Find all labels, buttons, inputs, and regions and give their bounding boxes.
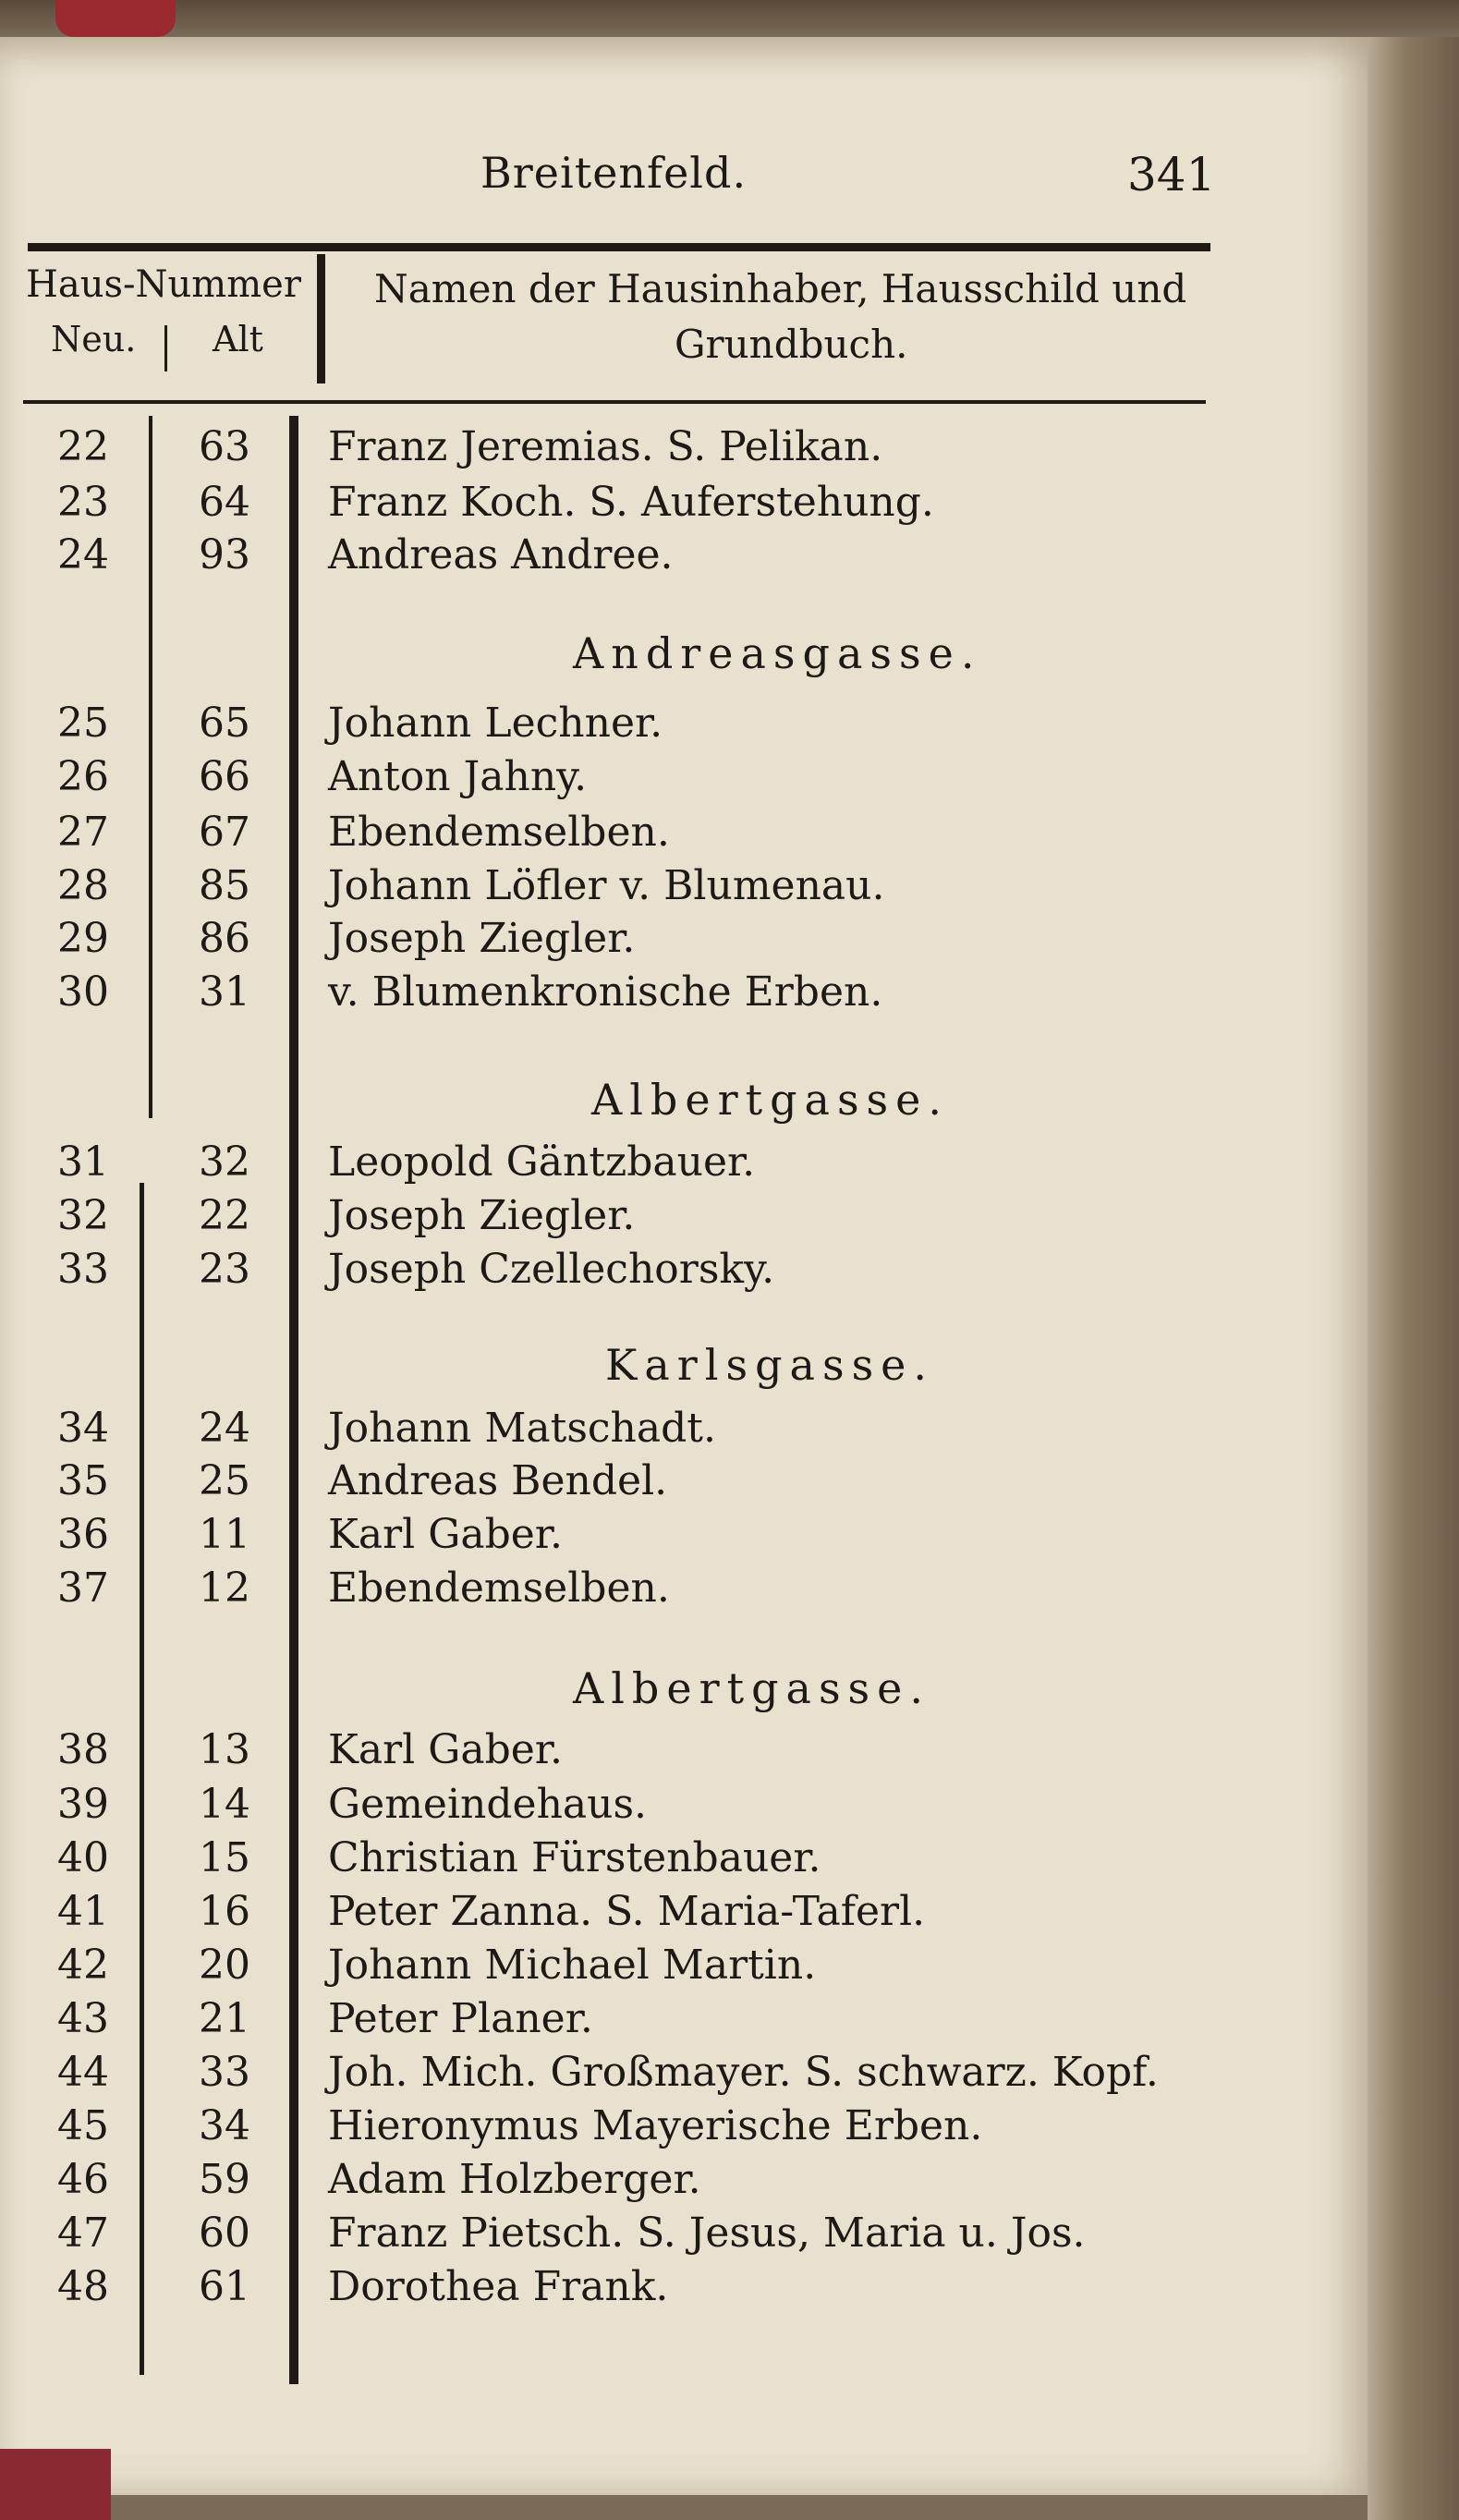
cell-neu: 44 (57, 2049, 109, 2096)
cell-name: Ebendemselben. (328, 1564, 670, 1612)
table-row (0, 423, 1294, 477)
cell-neu: 41 (57, 1888, 109, 1935)
cell-name: Christian Fürstenbauer. (328, 1834, 821, 1881)
cell-name: Andreas Andree. (328, 531, 674, 578)
cell-neu: 37 (57, 1564, 109, 1612)
cell-neu: 26 (57, 753, 109, 800)
cell-neu: 29 (57, 915, 109, 962)
cell-name: Peter Zanna. S. Maria-Taferl. (328, 1888, 926, 1935)
cell-alt: 86 (199, 915, 250, 962)
section-heading: Albertgasse. (591, 1075, 950, 1125)
cell-alt: 24 (199, 1405, 250, 1452)
cell-alt: 12 (199, 1564, 250, 1612)
column-header-names-line1: Namen der Hausinhaber, Hausschild und (374, 266, 1187, 311)
table-row (0, 1834, 1294, 1888)
cell-alt: 25 (199, 1457, 250, 1504)
table-row (0, 2263, 1294, 2317)
cell-neu: 31 (57, 1138, 109, 1186)
table-row (0, 1781, 1294, 1834)
cell-neu: 23 (57, 479, 109, 526)
cell-alt: 13 (199, 1726, 250, 1773)
cell-alt: 85 (199, 862, 250, 909)
table-row (0, 1246, 1294, 1299)
cell-alt: 20 (199, 1942, 250, 1989)
cell-name: Peter Planer. (328, 1995, 593, 2042)
section-heading: Karlsgasse. (605, 1340, 935, 1390)
cell-neu: 22 (57, 423, 109, 470)
column-header-house-number: Haus-Nummer (26, 263, 301, 306)
table-row (0, 1995, 1294, 2049)
cell-alt: 93 (199, 531, 250, 578)
red-cover-edge-bottom (0, 2449, 111, 2520)
section-heading: Albertgasse. (573, 1663, 931, 1713)
cell-name: Franz Jeremias. S. Pelikan. (328, 423, 883, 470)
cell-alt: 34 (199, 2102, 250, 2149)
cell-neu: 38 (57, 1726, 109, 1773)
cell-alt: 63 (199, 423, 250, 470)
cell-alt: 59 (199, 2156, 250, 2203)
cell-neu: 28 (57, 862, 109, 909)
cell-neu: 40 (57, 1834, 109, 1881)
cell-neu: 27 (57, 809, 109, 856)
cell-alt: 23 (199, 1246, 250, 1293)
cell-neu: 39 (57, 1781, 109, 1828)
cell-alt: 11 (199, 1511, 250, 1558)
cell-name: Joseph Ziegler. (328, 1192, 636, 1239)
page-title: Breitenfeld. (480, 148, 748, 198)
cell-alt: 32 (199, 1138, 250, 1186)
column-header-old: Alt (213, 319, 263, 359)
book-page-edges (1368, 37, 1459, 2520)
cell-alt: 16 (199, 1888, 250, 1935)
table-row (0, 862, 1294, 916)
table-row (0, 1726, 1294, 1780)
cell-name: Johann Löfler v. Blumenau. (328, 862, 885, 909)
table-row (0, 2049, 1294, 2102)
table-row (0, 1942, 1294, 1995)
cell-alt: 22 (199, 1192, 250, 1239)
cell-neu: 46 (57, 2156, 109, 2203)
table-row (0, 1511, 1294, 1564)
cell-name: Hieronymus Mayerische Erben. (328, 2102, 983, 2149)
cell-neu: 34 (57, 1405, 109, 1452)
table-row (0, 968, 1294, 1022)
cell-neu: 32 (57, 1192, 109, 1239)
cell-neu: 24 (57, 531, 109, 578)
cell-alt: 33 (199, 2049, 250, 2096)
cell-neu: 30 (57, 968, 109, 1016)
table-row (0, 809, 1294, 862)
cell-neu: 25 (57, 700, 109, 747)
cell-alt: 67 (199, 809, 250, 856)
column-header-separator (317, 254, 325, 383)
table-row (0, 1192, 1294, 1246)
cell-alt: 66 (199, 753, 250, 800)
cell-name: Johann Matschadt. (328, 1405, 716, 1452)
cell-neu: 42 (57, 1942, 109, 1989)
table-row (0, 915, 1294, 968)
table-row (0, 1457, 1294, 1511)
cell-alt: 14 (199, 1781, 250, 1828)
cell-name: Adam Holzberger. (328, 2156, 701, 2203)
column-header-new: Neu. (51, 319, 137, 359)
cell-name: Andreas Bendel. (328, 1457, 668, 1504)
cell-neu: 48 (57, 2263, 109, 2310)
cell-name: Leopold Gäntzbauer. (328, 1138, 756, 1186)
table-row (0, 753, 1294, 807)
cell-name: v. Blumenkronische Erben. (328, 968, 883, 1016)
table-row (0, 2210, 1294, 2263)
red-cover-edge (55, 0, 176, 37)
table-row (0, 1138, 1294, 1192)
table-row (0, 2156, 1294, 2210)
cell-name: Franz Koch. S. Auferstehung. (328, 479, 934, 526)
table-row (0, 1564, 1294, 1618)
cell-name: Karl Gaber. (328, 1726, 563, 1773)
cell-neu: 45 (57, 2102, 109, 2149)
cell-name: Joh. Mich. Großmayer. S. schwarz. Kopf. (328, 2049, 1159, 2096)
cell-name: Franz Pietsch. S. Jesus, Maria u. Jos. (328, 2210, 1086, 2257)
section-heading: Andreasgasse. (573, 628, 982, 678)
cell-alt: 31 (199, 968, 250, 1016)
header-rule-thick (28, 243, 1210, 251)
table-row (0, 2102, 1294, 2156)
cell-name: Joseph Ziegler. (328, 915, 636, 962)
column-header-names-line2: Grundbuch. (675, 322, 908, 367)
column-header-divider (164, 325, 167, 371)
cell-neu: 36 (57, 1511, 109, 1558)
cell-name: Johann Michael Martin. (328, 1942, 817, 1989)
cell-alt: 21 (199, 1995, 250, 2042)
cell-name: Gemeindehaus. (328, 1781, 648, 1828)
cell-neu: 35 (57, 1457, 109, 1504)
cell-name: Joseph Czellechorsky. (328, 1246, 775, 1293)
cell-alt: 60 (199, 2210, 250, 2257)
cell-name: Anton Jahny. (328, 753, 588, 800)
cell-alt: 15 (199, 1834, 250, 1881)
table-row (0, 1405, 1294, 1458)
cell-alt: 61 (199, 2263, 250, 2310)
cell-name: Karl Gaber. (328, 1511, 563, 1558)
cell-name: Ebendemselben. (328, 809, 670, 856)
cell-name: Dorothea Frank. (328, 2263, 669, 2310)
cell-neu: 43 (57, 1995, 109, 2042)
header-rule-thin (23, 400, 1206, 404)
table-row (0, 700, 1294, 753)
cell-neu: 47 (57, 2210, 109, 2257)
cell-alt: 65 (199, 700, 250, 747)
table-row (0, 479, 1294, 532)
cell-name: Johann Lechner. (328, 700, 663, 747)
table-row (0, 1888, 1294, 1942)
cell-neu: 33 (57, 1246, 109, 1293)
cell-alt: 64 (199, 479, 250, 526)
table-row (0, 531, 1294, 585)
page-number: 341 (1127, 148, 1216, 201)
